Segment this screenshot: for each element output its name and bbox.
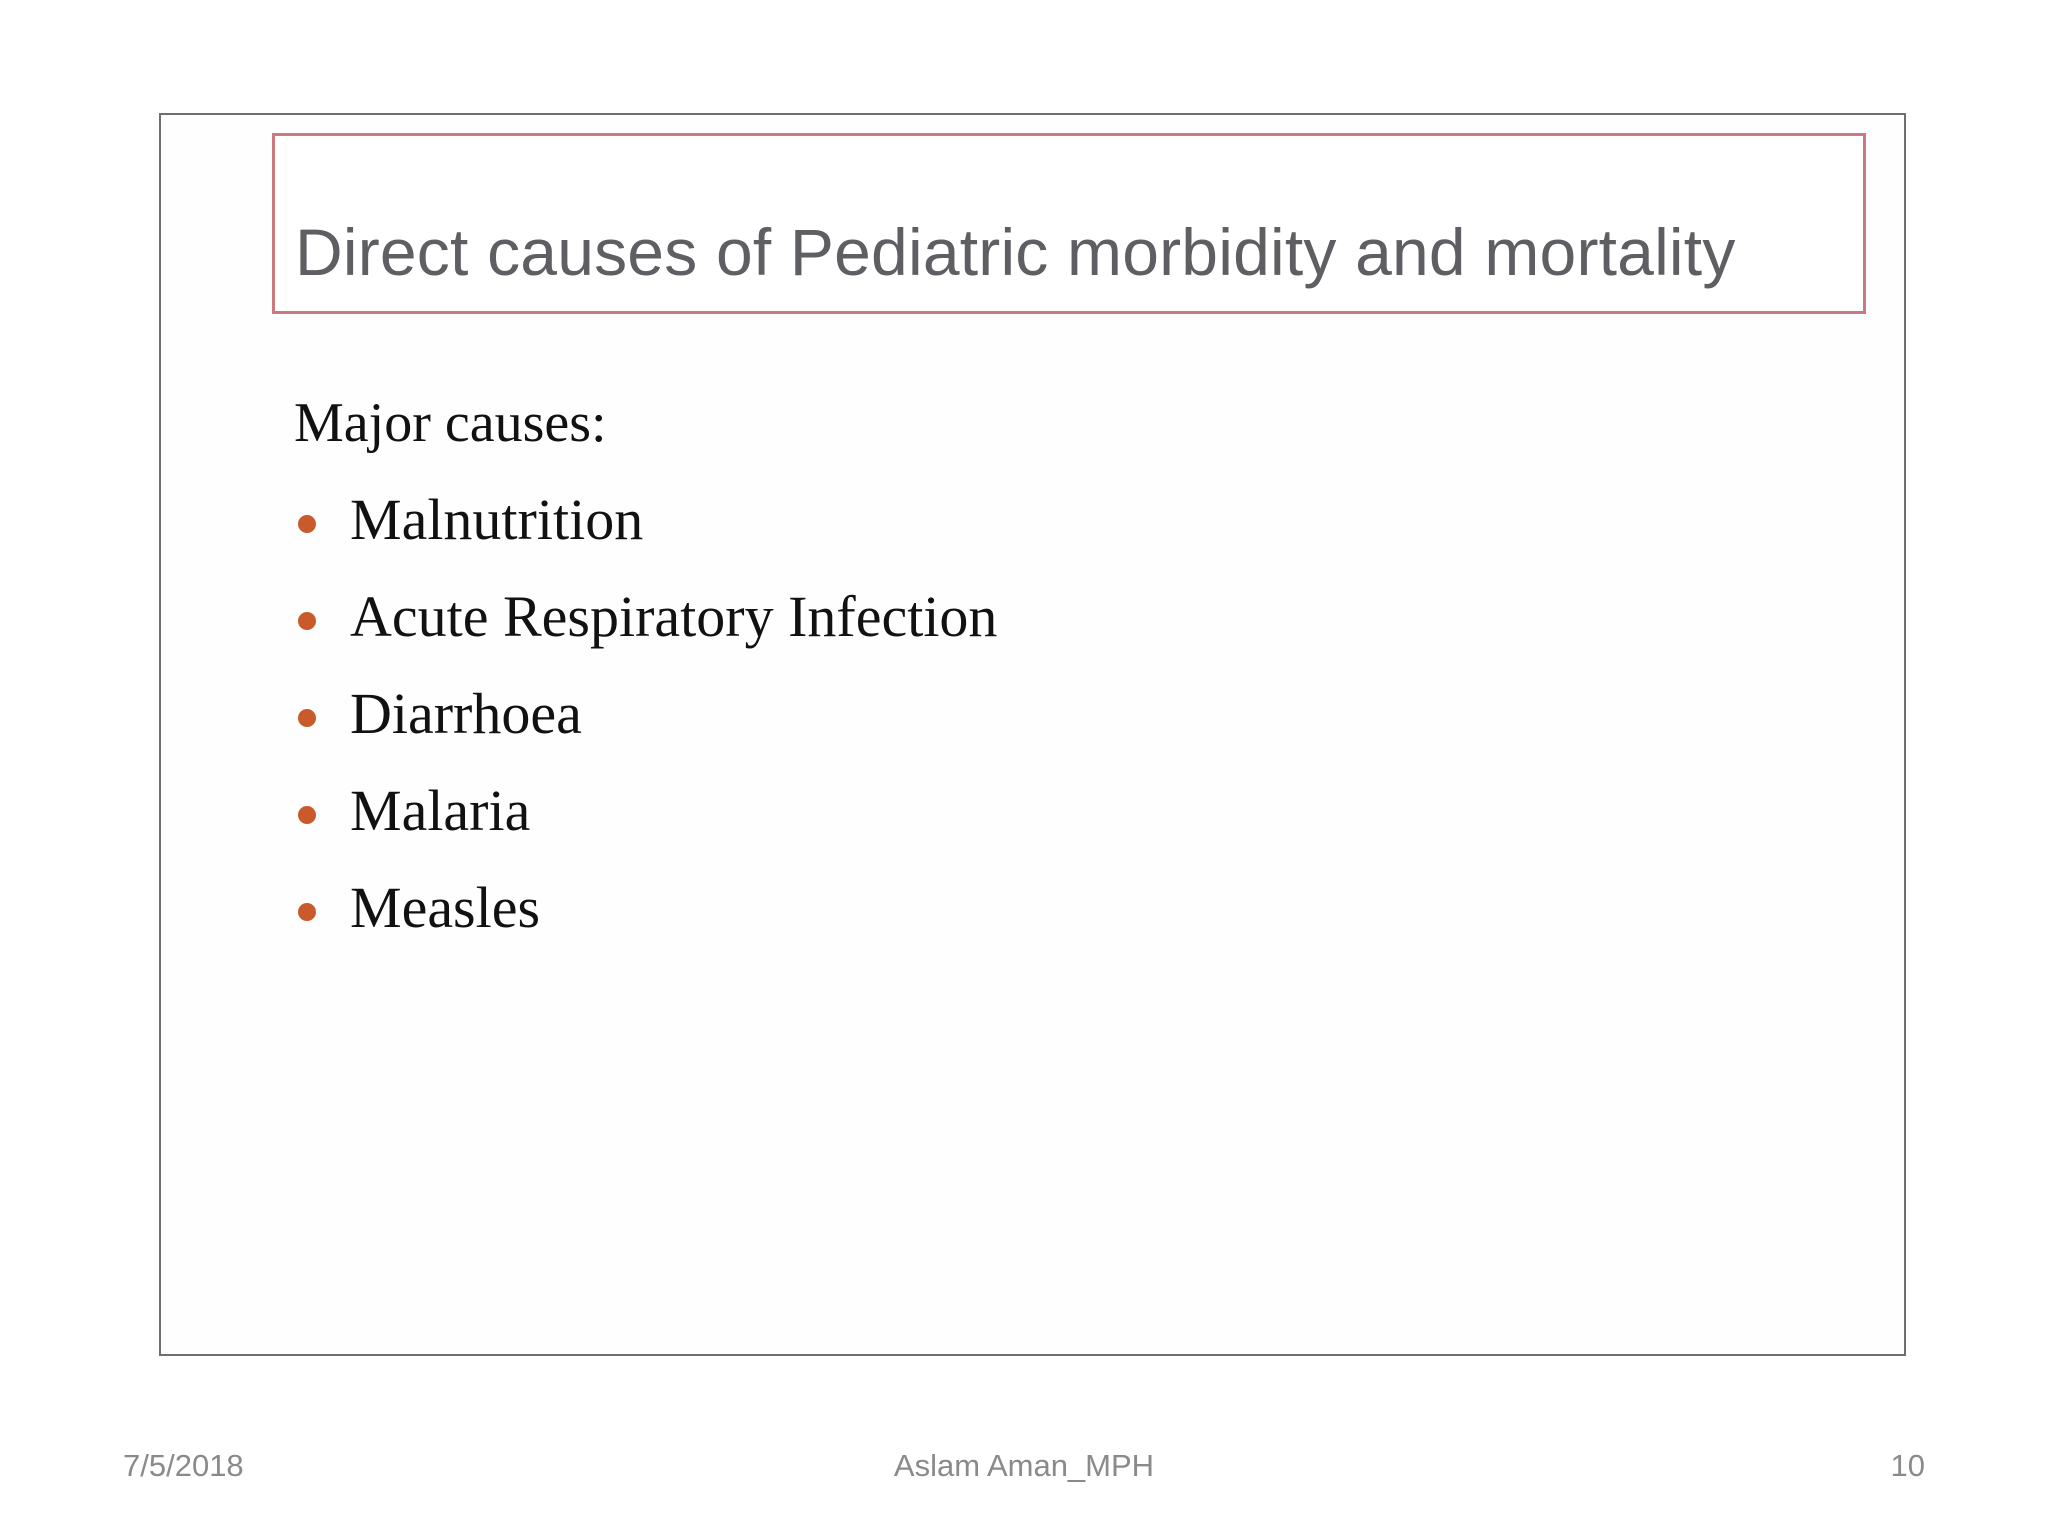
bullet-icon [298, 709, 316, 727]
bullet-icon [298, 515, 316, 533]
cause-label: Malaria [350, 778, 531, 843]
footer-author: Aslam Aman_MPH [893, 1448, 1155, 1483]
title-box [272, 133, 1866, 314]
cause-label: Measles [350, 875, 541, 940]
list-item [294, 681, 997, 747]
list-item [294, 487, 997, 553]
bullet-icon [298, 612, 316, 630]
page-number: 10 [1890, 1448, 1925, 1483]
list-item [294, 875, 997, 941]
footer-date: 7/5/2018 [123, 1448, 244, 1483]
bullet-icon [298, 903, 316, 921]
list-item [294, 778, 997, 844]
cause-label: Malnutrition [350, 487, 644, 552]
slide-title: Direct causes of Pediatric morbidity and mortality [295, 215, 1736, 289]
bullet-icon [298, 806, 316, 824]
cause-label: Diarrhoea [350, 681, 582, 746]
intro-text: Major causes: [294, 392, 607, 454]
slide-body [294, 390, 997, 972]
causes-list [294, 487, 997, 941]
list-item [294, 584, 997, 650]
cause-label: Acute Respiratory Infection [350, 584, 998, 649]
